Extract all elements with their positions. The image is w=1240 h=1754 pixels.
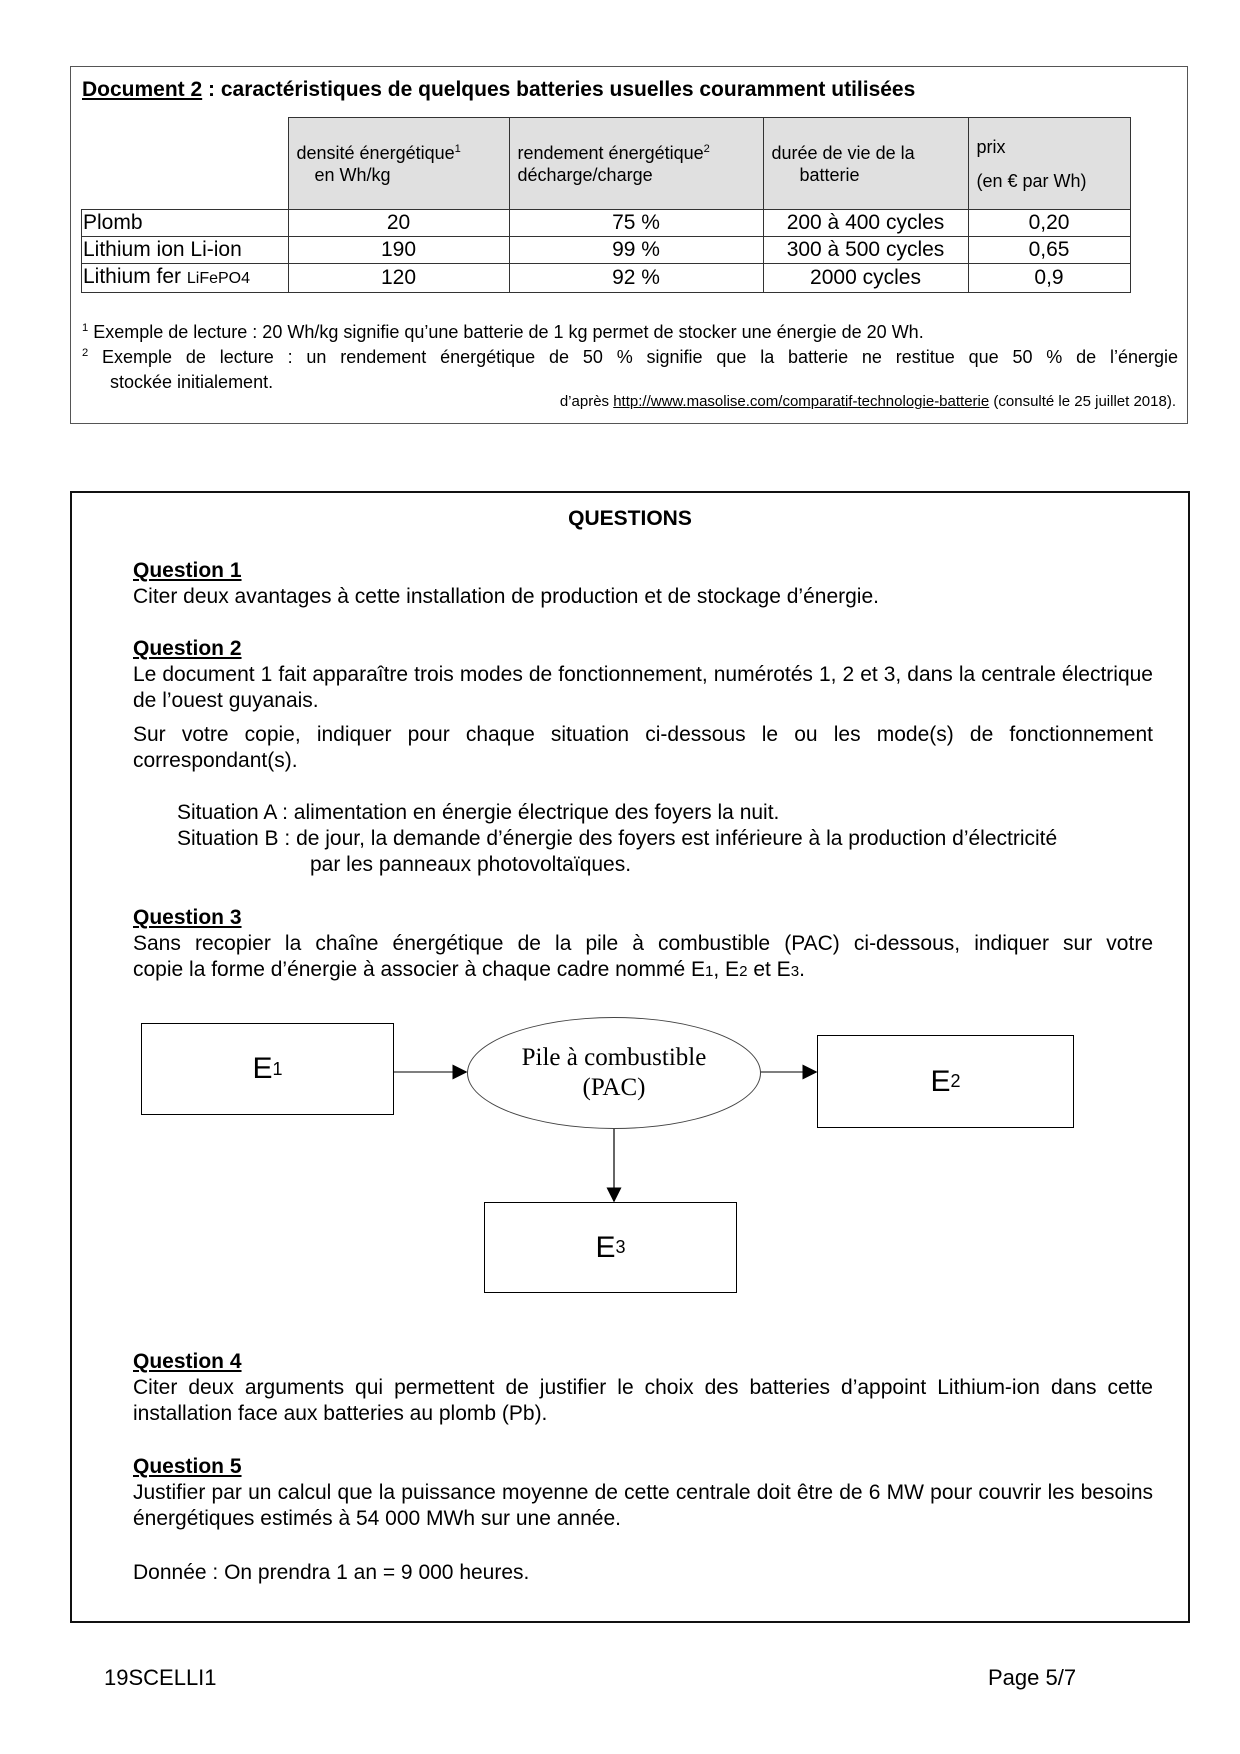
- lifetime-value: 200 à 400 cycles: [763, 210, 968, 237]
- density-value: 190: [288, 237, 509, 264]
- header-price: prix (en € par Wh): [968, 118, 1130, 210]
- battery-name: Lithium ion Li-ion: [82, 237, 289, 264]
- footnote-2: $^2$ Exemple de lecture : un rendement énergétique de 50 % signifie que la batterie ne restitue que 50 % de l’énergie: [82, 347, 1178, 367]
- density-value: 20: [288, 210, 509, 237]
- footnote-2-continued: stockée initialement.: [110, 372, 274, 392]
- questions-title: QUESTIONS: [568, 507, 692, 530]
- question-1-text: Citer deux avantages à cette installation de production et de stockage d’énergie.: [133, 585, 879, 608]
- lifetime-value: 300 à 500 cycles: [763, 237, 968, 264]
- energy-box-e3: E 3: [484, 1202, 737, 1293]
- lifetime-value: 2000 cycles: [763, 264, 968, 293]
- exam-code: 19SCELLI1: [104, 1665, 217, 1690]
- header-density: densité énergétique$^1$ en Wh/kg: [288, 118, 509, 210]
- fuel-cell-label: Pile à combustible: [521, 1044, 707, 1071]
- source-citation: d’après http://www.masolise.com/comparatif-technologie-batterie (consulté le 25 juillet 2018).: [559, 393, 1176, 410]
- situation-b-continued: par les panneaux photovoltaïques.: [310, 853, 632, 876]
- source-link[interactable]: http://www.masolise.com/comparatif-technologie-batterie: [613, 393, 990, 410]
- price-value: 0,9: [968, 264, 1130, 293]
- question-5-heading: Question 5: [133, 1455, 242, 1478]
- question-4-heading: Question 4: [133, 1350, 242, 1373]
- header-efficiency: rendement énergétique$^2$ décharge/charge: [509, 118, 763, 210]
- question-3-heading: Question 3: [133, 906, 242, 929]
- page-number: Page 5/7: [988, 1665, 1077, 1690]
- efficiency-value: 92 %: [509, 264, 763, 293]
- efficiency-value: 75 %: [509, 210, 763, 237]
- header-lifetime: durée de vie de la batterie: [763, 118, 968, 210]
- situation-b: Situation B : de jour, la demande d’énergie des foyers est inférieure à la production d’électricité: [177, 827, 1058, 850]
- price-value: 0,20: [968, 210, 1130, 237]
- efficiency-value: 99 %: [509, 237, 763, 264]
- battery-name: Plomb: [82, 210, 289, 237]
- footnote-1: $^1$ Exemple de lecture : 20 Wh/kg signifie qu’une batterie de 1 kg permet de stocker une énergie de 20 Wh.: [82, 322, 924, 342]
- question-2-paragraph-2: Sur votre copie, indiquer pour chaque situation ci-dessous le ou les mode(s) de fonctionnement correspondant(s).: [133, 723, 1153, 772]
- question-5-text: Justifier par un calcul que la puissance moyenne de cette centrale doit être de 6 MW pour couvrir les besoins énergétiques estimés à 54 000 MWh sur une année.: [133, 1481, 1153, 1530]
- question-4-text: Citer deux arguments qui permettent de justifier le choix des batteries d’appoint Lithium-ion dans cette installation face aux batteries au plomb (Pb).: [133, 1376, 1153, 1425]
- density-value: 120: [288, 264, 509, 293]
- question-2-paragraph-1: Le document 1 fait apparaître trois modes de fonctionnement, numérotés 1, 2 et 3, dans la centrale électrique de l’ouest guyanais.: [133, 663, 1153, 712]
- energy-box-e2: E 2: [817, 1035, 1074, 1128]
- document-2-title: Document 2 : caractéristiques de quelques batteries usuelles couramment utilisées: [82, 78, 916, 101]
- price-value: 0,65: [968, 237, 1130, 264]
- question-3-text-line-1: Sans recopier la chaîne énergétique de la pile à combustible (PAC) ci-dessous, indiquer sur votre: [133, 932, 1153, 955]
- question-1-heading: Question 1: [133, 559, 242, 582]
- fuel-cell-ellipse: [467, 1017, 761, 1129]
- fuel-cell-abbr: (PAC): [582, 1074, 646, 1101]
- situation-a: Situation A : alimentation en énergie électrique des foyers la nuit.: [177, 801, 780, 824]
- question-3-text-line-2: copie la forme d’énergie à associer à chaque cadre nommé E1, E2 et E3.: [133, 958, 805, 981]
- question-2-heading: Question 2: [133, 637, 242, 660]
- question-5-data: Donnée : On prendra 1 an = 9 000 heures.: [133, 1561, 530, 1584]
- battery-name: Lithium fer LiFePO4: [82, 264, 289, 293]
- energy-box-e1: E 1: [141, 1023, 394, 1115]
